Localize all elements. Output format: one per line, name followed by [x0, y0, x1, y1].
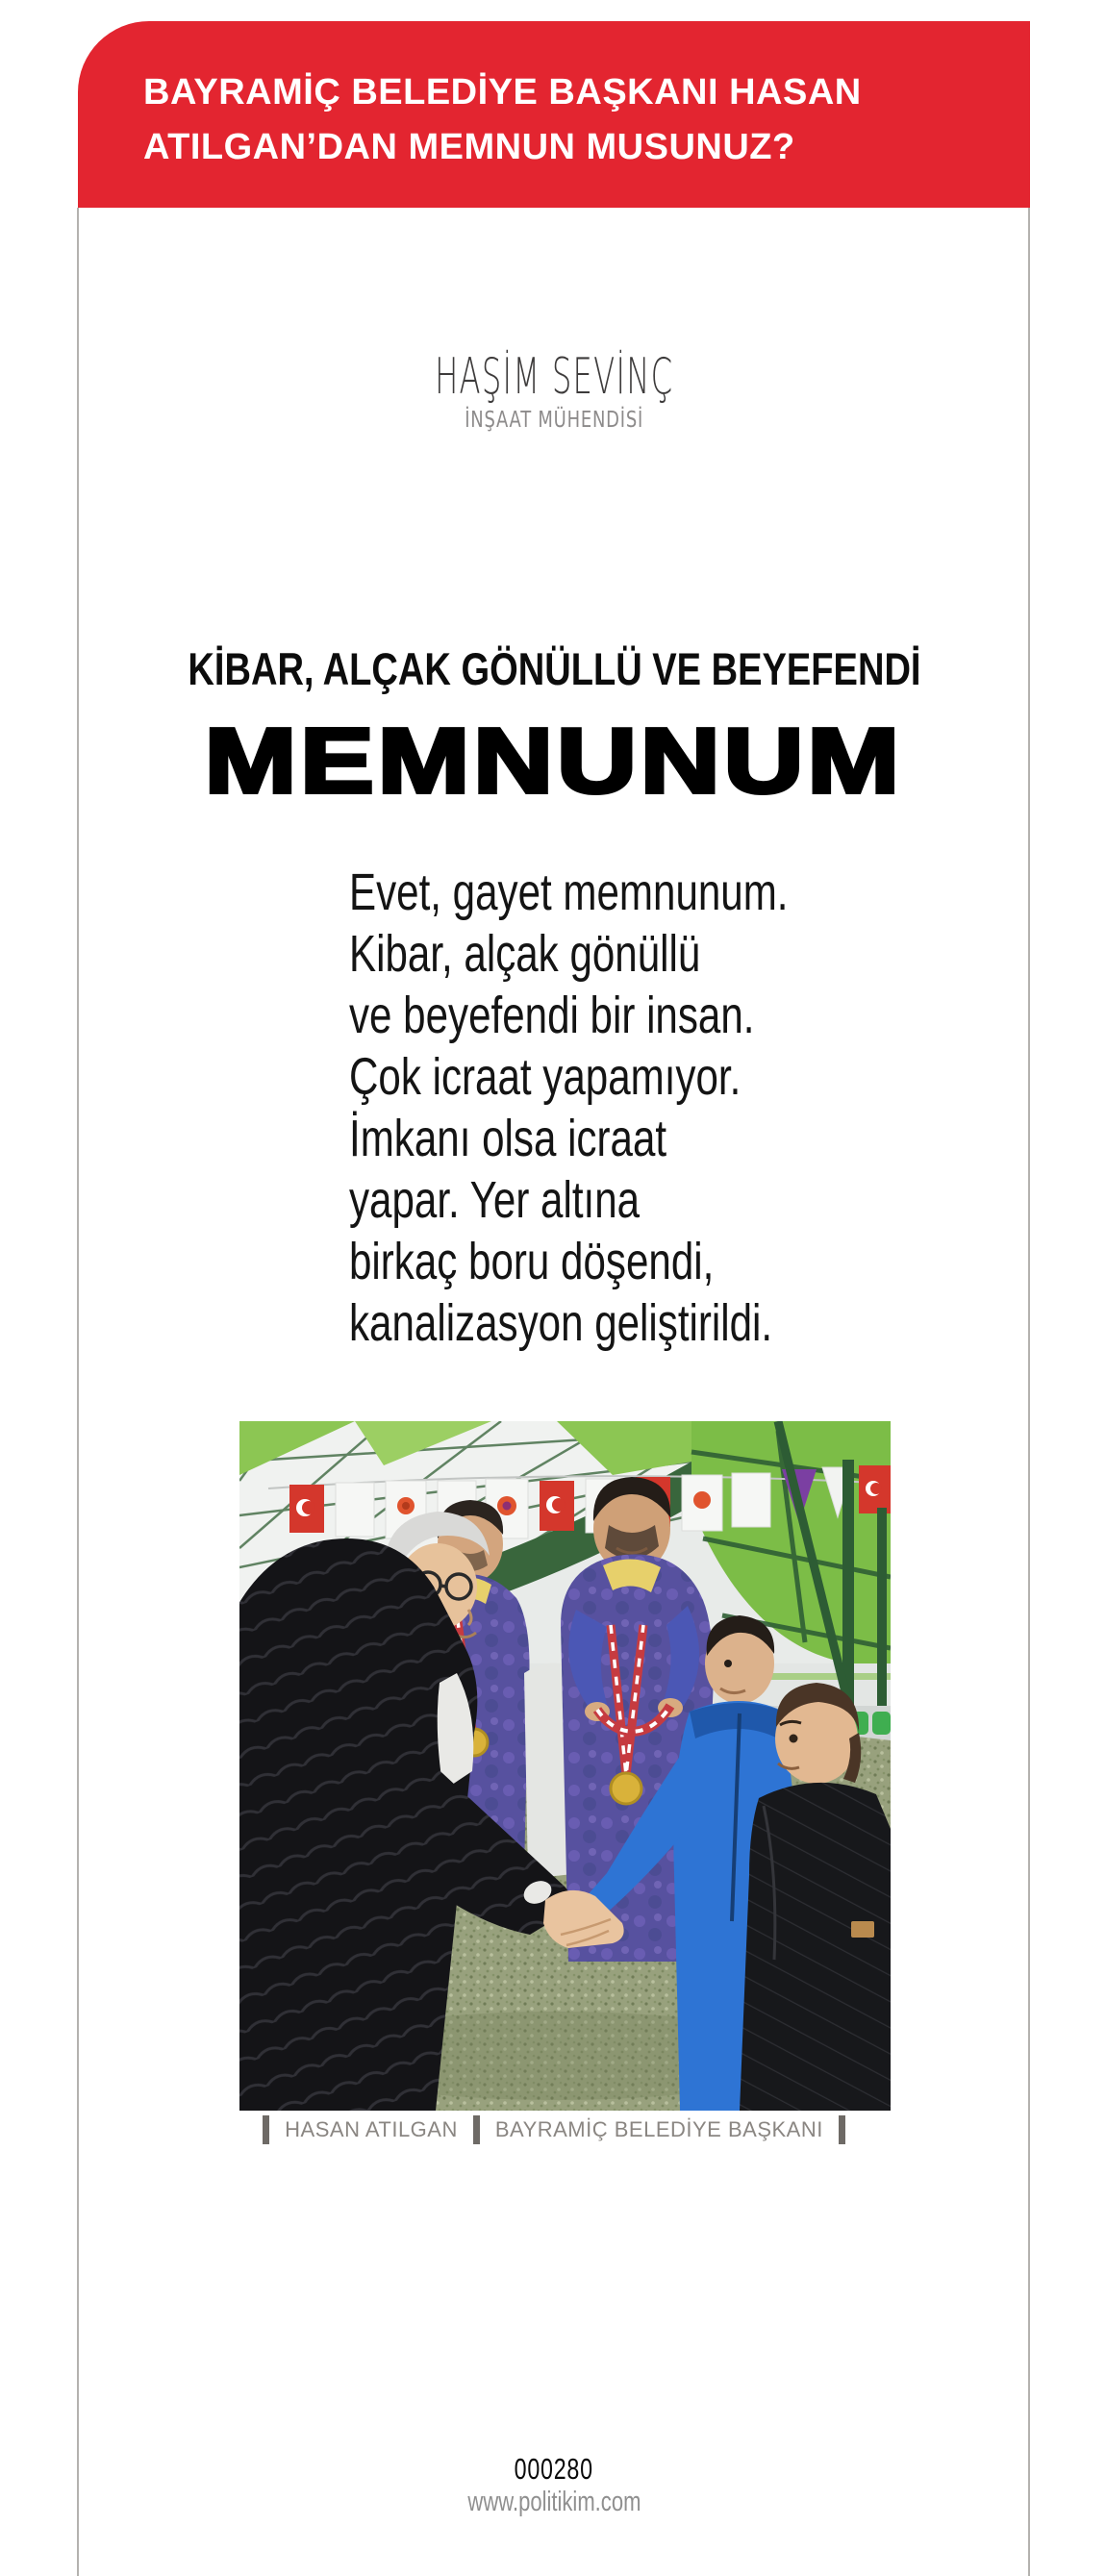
- serial-number: 000280: [514, 2452, 594, 2486]
- caption-separator-bar: [839, 2115, 845, 2144]
- photo-illustration: [239, 1421, 891, 2111]
- quote-block: [349, 862, 789, 1354]
- quote-line: Kibar, alçak gönüllü: [349, 925, 701, 983]
- quote-line: kanalizasyon geliştirildi.: [349, 1294, 773, 1352]
- caption-separator-bar: [263, 2115, 269, 2144]
- question-line-2: ATILGAN’DAN MEMNUN MUSUNUZ?: [143, 127, 795, 167]
- quote-line: İmkanı olsa icraat: [349, 1110, 667, 1167]
- turkish-flag: [289, 1485, 324, 1533]
- caption-person-name: HASAN ATILGAN: [285, 2117, 458, 2141]
- turkish-flag: [859, 1465, 891, 1513]
- respondent-name: HAŞİM SEVİNÇ: [434, 348, 674, 406]
- quote-line: ve beyefendi bir insan.: [349, 987, 755, 1044]
- card-left-edge: [77, 208, 79, 2576]
- caption-person-title: BAYRAMİÇ BELEDİYE BAŞKANI: [494, 2117, 823, 2141]
- quote-line: birkaç boru döşendi,: [349, 1233, 715, 1290]
- quote-line: yapar. Yer altına: [349, 1171, 641, 1229]
- question-banner: [78, 21, 1030, 208]
- website-url: www.politikim.com: [466, 2487, 641, 2517]
- question-line-1: BAYRAMİÇ BELEDİYE BAŞKANI HASAN: [143, 72, 862, 113]
- question-text: [78, 21, 1030, 175]
- quote-line: Evet, gayet memnunum.: [349, 863, 789, 921]
- headline-answer: MEMNUNUM: [204, 710, 904, 813]
- quote-line: Çok icraat yapamıyor.: [349, 1048, 742, 1106]
- card-right-edge: [1028, 208, 1030, 2576]
- turkish-flag: [540, 1481, 574, 1531]
- caption-separator-bar: [473, 2115, 480, 2144]
- headline-kicker: KİBAR, ALÇAK GÖNÜLLÜ VE BEYEFENDİ: [187, 643, 921, 694]
- ceremony-photo: [239, 1421, 891, 2111]
- respondent-profession: İNŞAAT MÜHENDİSİ: [465, 408, 643, 433]
- photo-caption: [78, 2112, 1030, 2148]
- event-banner: [682, 1475, 722, 1531]
